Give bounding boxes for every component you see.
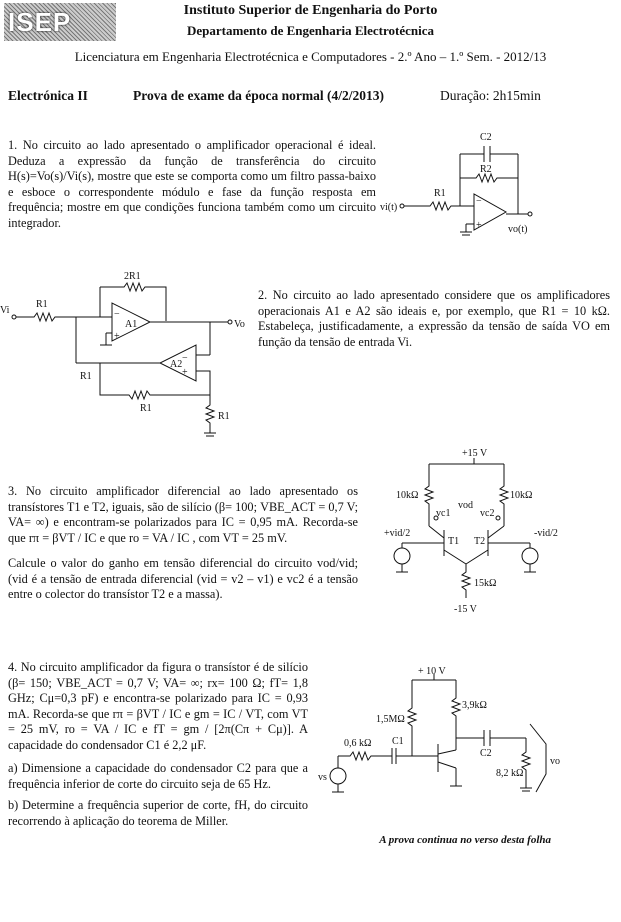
duration: Duração: 2h15min <box>440 88 541 103</box>
question-4b: b) Determine a frequência superior de corte, fH, do circuito recorrendo à aplicação do teorema de Miller. <box>8 798 308 828</box>
plus-sign: + <box>476 220 482 231</box>
logo-text: ISEP <box>8 7 72 37</box>
label-r1-bot: R1 <box>140 403 152 414</box>
question-3-statement: 3. No circuito amplificador diferencial ao lado apresentado os transístores T1 e T2, iguais, são de silício (β= 100; VBE_ACT = 0,7 V; VA= ∞) e encontram-se polarizados para IC = 0,95 mA. Recorda-se que rπ = βVT / IC e que ro = VA / IC , com VT = 25 mV. <box>8 484 358 545</box>
label-rc: 3,9kΩ <box>462 700 487 711</box>
exam-title: Prova de exame da época normal (4/2/2013) <box>133 88 384 103</box>
label-re: 15kΩ <box>474 578 497 589</box>
question-3-text <box>8 484 358 609</box>
label-rs: 0,6 kΩ <box>344 738 372 749</box>
question-1-text: 1. No circuito ao lado apresentado o amplificador operacional é ideal. Deduza a expressão da função de transferência do circuito H(s)=Vo(s)/Vi(s), mostre que este se comporta como um filtro passa-baixo e esboce o correspondente módulo e fase da função resposta em frequência; mostre em que condições funciona também como um circuito integrador. <box>8 138 376 230</box>
institution-name: Instituto Superior de Engenharia do Porto <box>183 3 438 18</box>
label-a1: A1 <box>125 319 138 330</box>
label-vcc: + 10 V <box>418 666 446 677</box>
label-vo: vo <box>550 756 560 767</box>
a1-plus: + <box>114 331 120 342</box>
subject: Electrónica II <box>8 88 88 103</box>
label-rc1: 10kΩ <box>396 490 419 501</box>
label-c1: C1 <box>392 736 404 747</box>
label-vin-pos: +vid/2 <box>384 528 411 539</box>
label-vi: Vi <box>0 305 10 316</box>
label-vee: -15 V <box>454 604 477 615</box>
minus-sign: − <box>476 196 482 207</box>
question-4-statement: 4. No circuito amplificador da figura o transístor é de silício (β= 150; VBE_ACT = 0,7 V; VA= ∞; rx= 100 Ω; fT= 1,8 GHz; Cμ=0,3 pF) e encontra-se polarizado para IC = 0,93 mA. Recorda-se que rπ = βVT / IC e gm = IC / VT, com VT = 25 mV, ro = VA / IC e fT = gm / [2π(Cπ + Cμ)]. A capacidade do condensador C1 é 2,2 μF. <box>8 660 308 752</box>
label-r1-gnd: R1 <box>218 411 230 422</box>
label-c2: C2 <box>480 748 492 759</box>
label-t2: T2 <box>474 536 486 547</box>
label-rb: 1,5MΩ <box>376 714 405 725</box>
department-name: Departamento de Engenharia Electrotécnica <box>186 23 435 38</box>
label-vod: vod <box>458 500 473 511</box>
label-r2: R2 <box>480 164 492 175</box>
question-4a: a) Dimensione a capacidade do condensador C2 para que a frequência inferior de corte do circuito seja de 65 Hz. <box>8 761 308 791</box>
q1-circuit <box>380 128 540 240</box>
label-vi: vi(t) <box>380 202 398 213</box>
label-vo: vo(t) <box>508 224 528 235</box>
label-r1-in: R1 <box>36 299 48 310</box>
label-r1: R1 <box>434 188 446 199</box>
q4-circuit <box>316 664 566 824</box>
label-vs: vs <box>318 772 327 783</box>
a2-minus: − <box>182 353 188 364</box>
continue-note: A prova continua no verso desta folha <box>379 834 551 846</box>
label-rc2: 10kΩ <box>510 490 533 501</box>
label-c2: C2 <box>480 132 492 143</box>
question-4-text <box>8 660 308 835</box>
a1-minus: − <box>114 309 120 320</box>
a2-plus: + <box>182 367 188 378</box>
q3-circuit <box>384 446 568 616</box>
label-r1-mid: R1 <box>80 371 92 382</box>
question-2-text: 2. No circuito ao lado apresentado considere que os amplificadores operacionais A1 e A2 são ideais e, por exemplo, que R1 = 10 kΩ. Estabeleça, justificadamente, a expressão da tensão de saída VO em função da tensão de entrada Vi. <box>258 288 610 349</box>
label-vc1: vc1 <box>436 508 451 519</box>
label-t1: T1 <box>448 536 460 547</box>
label-vc2: vc2 <box>480 508 495 519</box>
label-rl: 8,2 kΩ <box>496 768 524 779</box>
label-a2: A2 <box>170 359 183 370</box>
q2-circuit <box>0 265 255 455</box>
question-3-ask: Calcule o valor do ganho em tensão diferencial do circuito vod/vid; (vid é a tensão de entrada diferencial (vid = v2 – v1) e vc2 é a tensão entre o colector do transístor T2 e a massa). <box>8 556 358 601</box>
label-vcc: +15 V <box>462 448 488 459</box>
label-2r1: 2R1 <box>124 271 141 282</box>
label-vin-neg: -vid/2 <box>534 528 558 539</box>
course-line: Licenciatura em Engenharia Electrotécnica e Computadores - 2.º Ano – 1.º Sem. - 2012/13 <box>74 49 547 64</box>
label-vo: Vo <box>234 319 245 330</box>
